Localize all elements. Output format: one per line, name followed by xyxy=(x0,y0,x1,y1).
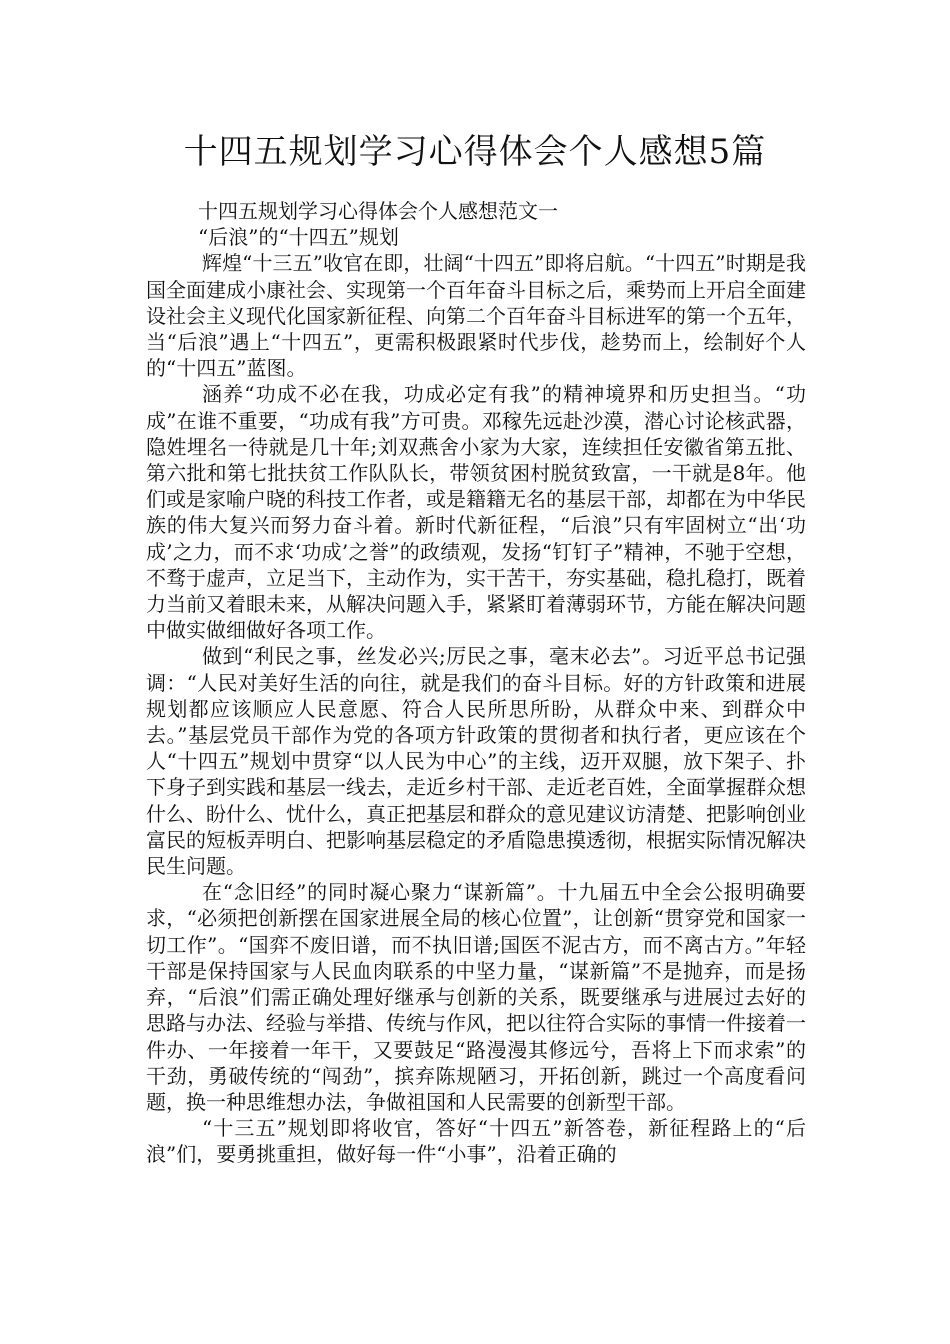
paragraph: “十三五”规划即将收官，答好“十四五”新答卷，新征程路上的“后浪”们，要勇挑重担，做好每一件“小事”，沿着正确的 xyxy=(146,1116,806,1167)
paragraph: 涵养“功成不必在我，功成必定有我”的精神境界和历史担当。“功成”在谁不重要，“功成有我”方可贵。邓稼先远赴沙漠，潜心讨论核武器，隐姓埋名一待就是几十年;刘双燕舍小家为大家，连续担任安徽省第五批、第六批和第七批扶贫工作队队长，带领贫困村脱贫致富，一干就是8年。他们或是家喻户晓的科技工作者，或是籍籍无名的基层干部，却都在为中华民族的伟大复兴而努力奋斗着。新时代新征程，“后浪”只有牢固树立“出‘功成’之力，而不求‘功成’之誉”的政绩观，发扬“钉钉子”精神，不驰于空想，不骛于虚声，立足当下，主动作为，实干苦干，夯实基础，稳扎稳打，既着力当前又着眼未来，从解决问题入手，紧紧盯着薄弱环节，方能在解决问题中做实做细做好各项工作。 xyxy=(146,382,806,643)
paragraph: 在“念旧经”的同时凝心聚力“谋新篇”。十九届五中全会公报明确要求，“必须把创新摆在国家进展全局的核心位置”，让创新“贯穿党和国家一切工作”。“国弈不废旧谱，而不执旧谱;国医不泥古方，而不离古方。”年轻干部是保持国家与人民血肉联系的中坚力量，“谋新篇”不是抛弃，而是扬弃，“后浪”们需正确处理好继承与创新的关系，既要继承与进展过去好的思路与办法、经验与举措、传统与作风，把以往符合实际的事情一件接着一件办、一年接着一年干，又要鼓足“路漫漫其修远兮，吾将上下而求索”的干劲，勇破传统的“闯劲”，摈弃陈规陋习，开拓创新，跳过一个高度看问题，换一种思维想办法，争做祖国和人民需要的创新型干部。 xyxy=(146,880,806,1114)
document-subtitle: 十四五规划学习心得体会个人感想范文一 xyxy=(198,199,558,223)
paragraph: 做到“利民之事，丝发必兴;厉民之事，毫末必去”。习近平总书记强调：“人民对美好生活的向往，就是我们的奋斗目标。好的方针政策和进展规划都应该顺应人民意愿、符合人民所思所盼，从群众中来、到群众中去。”基层党员干部作为党的各项方针政策的贯彻者和执行者，更应该在个人“十四五”规划中贯穿“以人民为中心”的主线，迈开双腿，放下架子、扑下身子到实践和基层一线去，走近乡村干部、走近老百姓，全面掌握群众想什么、盼什么、忧什么，真正把基层和群众的意见建议访清楚、把影响创业富民的短板弄明白、把影响基层稳定的矛盾隐患摸透彻，根据实际情况解决民生问题。 xyxy=(146,644,806,879)
section-heading: “后浪”的“十四五”规划 xyxy=(198,225,399,250)
document-title: 十四五规划学习心得体会个人感想5篇 xyxy=(183,132,767,172)
paragraph: 辉煌“十三五”收官在即，壮阔“十四五”即将启航。“十四五”时期是我国全面建成小康社会、实现第一个百年奋斗目标之后，乘势而上开启全面建设社会主义现代化国家新征程、向第二个百年奋斗目标进军的第一个五年，当“后浪”遇上“十四五”，更需积极跟紧时代步伐，趁势而上，绘制好个人的“十四五”蓝图。 xyxy=(146,251,806,381)
document-body xyxy=(146,198,806,1168)
